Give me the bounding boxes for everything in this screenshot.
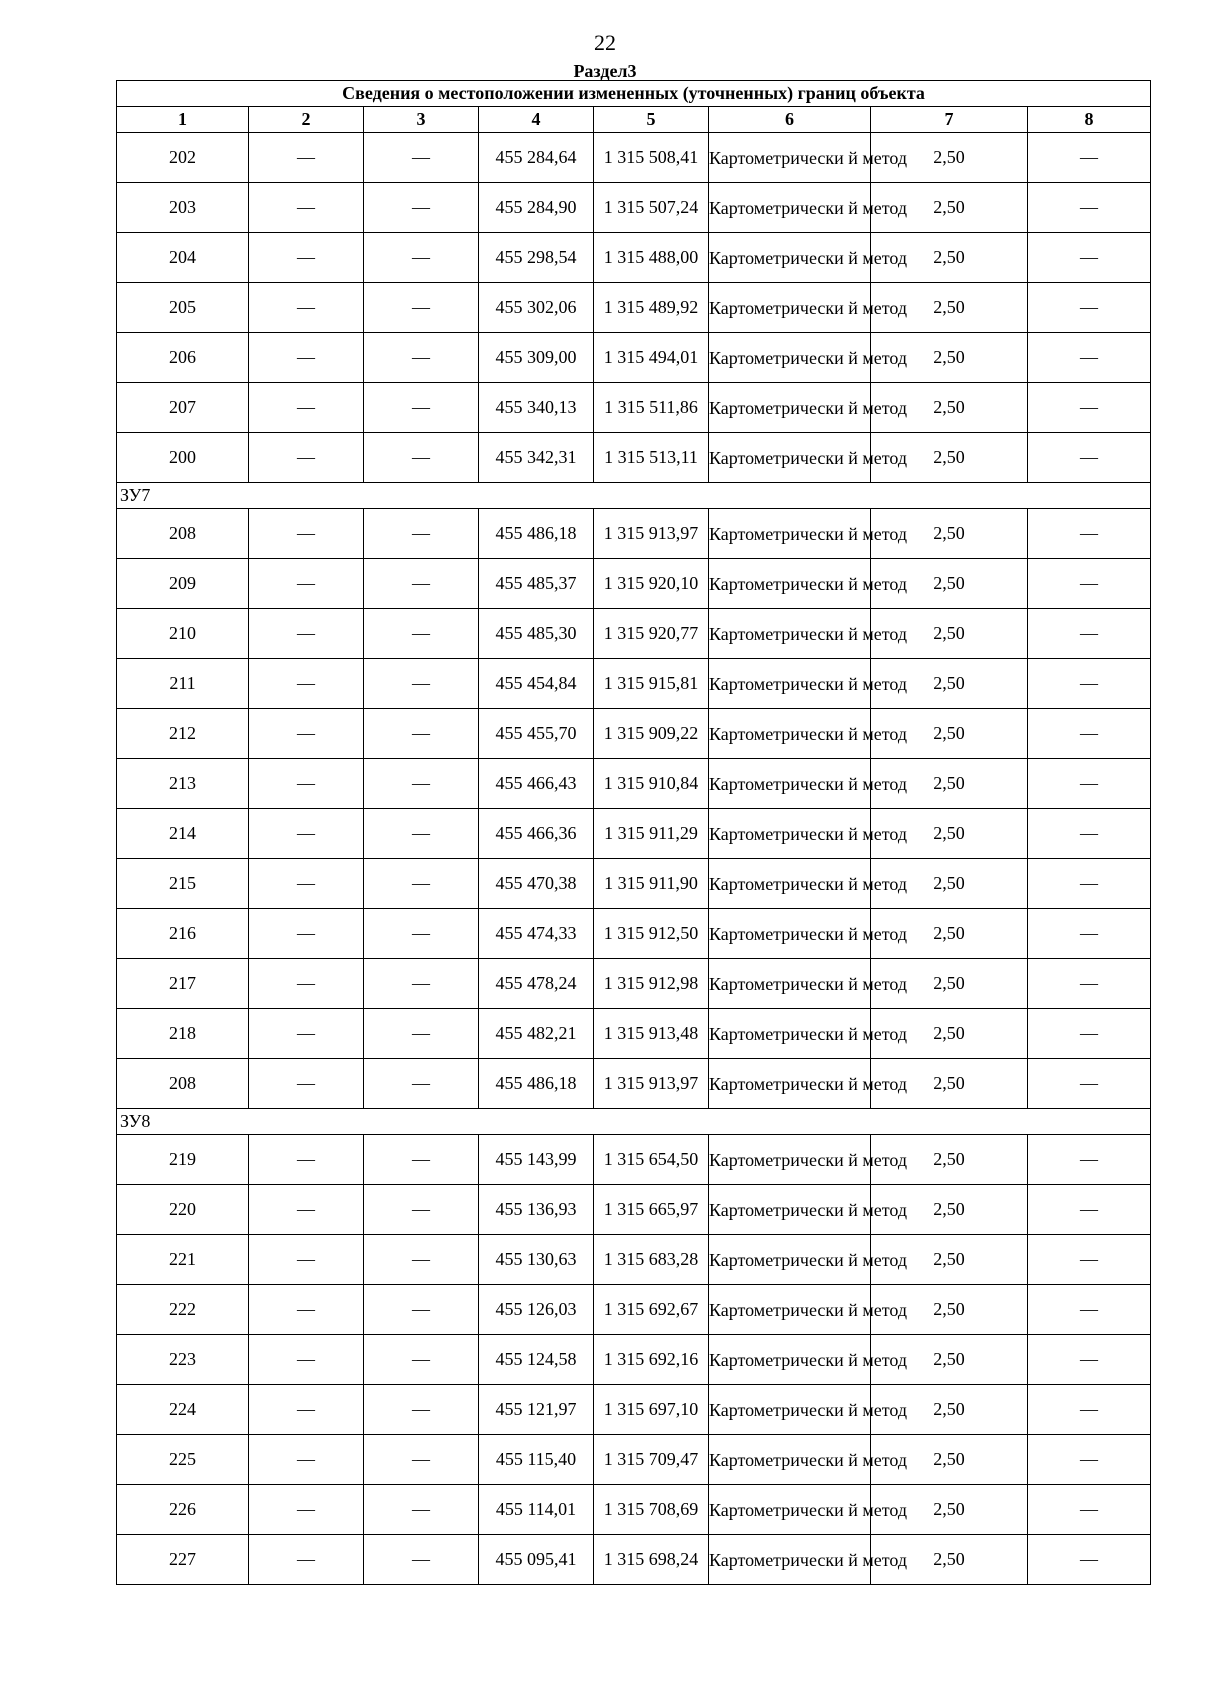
y-coordinate: 1 315 910,84 — [594, 759, 709, 809]
point-number: 219 — [117, 1135, 249, 1185]
y-coordinate: 1 315 511,86 — [594, 383, 709, 433]
accuracy: 2,50 — [871, 759, 1028, 809]
point-number: 221 — [117, 1235, 249, 1285]
col-2-value: — — [249, 333, 364, 383]
col-3-value: — — [364, 383, 479, 433]
column-number: 8 — [1028, 107, 1151, 133]
point-number: 209 — [117, 559, 249, 609]
x-coordinate: 455 342,31 — [479, 433, 594, 483]
table-row — [117, 1185, 1151, 1235]
point-number: 220 — [117, 1185, 249, 1235]
col-3-value: — — [364, 1435, 479, 1485]
table-row — [117, 759, 1151, 809]
method: Картометрически й метод — [709, 283, 871, 333]
col-2-value: — — [249, 509, 364, 559]
accuracy: 2,50 — [871, 1435, 1028, 1485]
x-coordinate: 455 298,54 — [479, 233, 594, 283]
point-number: 214 — [117, 809, 249, 859]
table-caption-row — [117, 81, 1151, 107]
col-3-value: — — [364, 1009, 479, 1059]
column-number-row — [117, 107, 1151, 133]
point-number: 227 — [117, 1535, 249, 1585]
point-number: 218 — [117, 1009, 249, 1059]
method: Картометрически й метод — [709, 183, 871, 233]
col-8-value: — — [1028, 283, 1151, 333]
method: Картометрически й метод — [709, 1009, 871, 1059]
accuracy: 2,50 — [871, 333, 1028, 383]
group-row — [117, 483, 1151, 509]
table-row — [117, 183, 1151, 233]
col-3-value: — — [364, 233, 479, 283]
y-coordinate: 1 315 692,67 — [594, 1285, 709, 1335]
accuracy: 2,50 — [871, 1135, 1028, 1185]
x-coordinate: 455 115,40 — [479, 1435, 594, 1485]
point-number: 207 — [117, 383, 249, 433]
col-8-value: — — [1028, 1009, 1151, 1059]
column-number: 5 — [594, 107, 709, 133]
y-coordinate: 1 315 920,77 — [594, 609, 709, 659]
accuracy: 2,50 — [871, 659, 1028, 709]
accuracy: 2,50 — [871, 559, 1028, 609]
col-3-value: — — [364, 1235, 479, 1285]
point-number: 215 — [117, 859, 249, 909]
col-3-value: — — [364, 809, 479, 859]
col-8-value: — — [1028, 609, 1151, 659]
col-3-value: — — [364, 283, 479, 333]
col-3-value: — — [364, 759, 479, 809]
method: Картометрически й метод — [709, 659, 871, 709]
y-coordinate: 1 315 911,90 — [594, 859, 709, 909]
table-row — [117, 1285, 1151, 1335]
accuracy: 2,50 — [871, 859, 1028, 909]
y-coordinate: 1 315 912,98 — [594, 959, 709, 1009]
col-2-value: — — [249, 759, 364, 809]
col-2-value: — — [249, 1135, 364, 1185]
col-8-value: — — [1028, 183, 1151, 233]
col-8-value: — — [1028, 1235, 1151, 1285]
col-8-value: — — [1028, 1185, 1151, 1235]
table-row — [117, 859, 1151, 909]
y-coordinate: 1 315 709,47 — [594, 1435, 709, 1485]
point-number: 225 — [117, 1435, 249, 1485]
accuracy: 2,50 — [871, 1485, 1028, 1535]
method: Картометрически й метод — [709, 859, 871, 909]
y-coordinate: 1 315 494,01 — [594, 333, 709, 383]
col-2-value: — — [249, 183, 364, 233]
accuracy: 2,50 — [871, 1185, 1028, 1235]
method: Картометрически й метод — [709, 559, 871, 609]
x-coordinate: 455 466,36 — [479, 809, 594, 859]
x-coordinate: 455 466,43 — [479, 759, 594, 809]
col-8-value: — — [1028, 759, 1151, 809]
table-row — [117, 1335, 1151, 1385]
accuracy: 2,50 — [871, 433, 1028, 483]
table-row — [117, 1009, 1151, 1059]
method: Картометрически й метод — [709, 1535, 871, 1585]
method: Картометрически й метод — [709, 959, 871, 1009]
col-3-value: — — [364, 559, 479, 609]
point-number: 216 — [117, 909, 249, 959]
y-coordinate: 1 315 508,41 — [594, 133, 709, 183]
point-number: 212 — [117, 709, 249, 759]
table-row — [117, 383, 1151, 433]
col-8-value: — — [1028, 1059, 1151, 1109]
col-3-value: — — [364, 333, 479, 383]
col-2-value: — — [249, 909, 364, 959]
method: Картометрически й метод — [709, 433, 871, 483]
table-row — [117, 909, 1151, 959]
method: Картометрически й метод — [709, 809, 871, 859]
section-title: Раздел3 — [573, 61, 637, 81]
point-number: 217 — [117, 959, 249, 1009]
col-8-value: — — [1028, 909, 1151, 959]
table-row — [117, 709, 1151, 759]
col-3-value: — — [364, 659, 479, 709]
col-3-value: — — [364, 909, 479, 959]
x-coordinate: 455 124,58 — [479, 1335, 594, 1385]
col-8-value: — — [1028, 1335, 1151, 1385]
method: Картометрически й метод — [709, 1385, 871, 1435]
col-2-value: — — [249, 1235, 364, 1285]
col-2-value: — — [249, 1009, 364, 1059]
x-coordinate: 455 136,93 — [479, 1185, 594, 1235]
point-number: 210 — [117, 609, 249, 659]
y-coordinate: 1 315 513,11 — [594, 433, 709, 483]
column-number: 7 — [871, 107, 1028, 133]
table-row — [117, 283, 1151, 333]
table-row — [117, 1059, 1151, 1109]
method: Картометрически й метод — [709, 1185, 871, 1235]
col-8-value: — — [1028, 333, 1151, 383]
col-8-value: — — [1028, 1485, 1151, 1535]
col-3-value: — — [364, 609, 479, 659]
point-number: 226 — [117, 1485, 249, 1535]
col-2-value: — — [249, 559, 364, 609]
method: Картометрически й метод — [709, 609, 871, 659]
accuracy: 2,50 — [871, 1235, 1028, 1285]
method: Картометрически й метод — [709, 1435, 871, 1485]
table-row — [117, 509, 1151, 559]
point-number: 200 — [117, 433, 249, 483]
x-coordinate: 455 482,21 — [479, 1009, 594, 1059]
x-coordinate: 455 284,90 — [479, 183, 594, 233]
accuracy: 2,50 — [871, 959, 1028, 1009]
x-coordinate: 455 309,00 — [479, 333, 594, 383]
col-8-value: — — [1028, 1285, 1151, 1335]
accuracy: 2,50 — [871, 383, 1028, 433]
group-row — [117, 1109, 1151, 1135]
col-2-value: — — [249, 1185, 364, 1235]
col-8-value: — — [1028, 1435, 1151, 1485]
point-number: 208 — [117, 1059, 249, 1109]
point-number: 208 — [117, 509, 249, 559]
x-coordinate: 455 474,33 — [479, 909, 594, 959]
method: Картометрически й метод — [709, 233, 871, 283]
y-coordinate: 1 315 488,00 — [594, 233, 709, 283]
point-number: 202 — [117, 133, 249, 183]
y-coordinate: 1 315 507,24 — [594, 183, 709, 233]
method: Картометрически й метод — [709, 1285, 871, 1335]
method: Картометрически й метод — [709, 709, 871, 759]
column-number: 6 — [709, 107, 871, 133]
x-coordinate: 455 114,01 — [479, 1485, 594, 1535]
col-8-value: — — [1028, 1135, 1151, 1185]
method: Картометрически й метод — [709, 1485, 871, 1535]
col-8-value: — — [1028, 133, 1151, 183]
col-3-value: — — [364, 1285, 479, 1335]
x-coordinate: 455 126,03 — [479, 1285, 594, 1335]
y-coordinate: 1 315 698,24 — [594, 1535, 709, 1585]
accuracy: 2,50 — [871, 283, 1028, 333]
column-number: 1 — [117, 107, 249, 133]
y-coordinate: 1 315 692,16 — [594, 1335, 709, 1385]
col-2-value: — — [249, 709, 364, 759]
y-coordinate: 1 315 911,29 — [594, 809, 709, 859]
col-3-value: — — [364, 133, 479, 183]
x-coordinate: 455 302,06 — [479, 283, 594, 333]
col-3-value: — — [364, 509, 479, 559]
col-2-value: — — [249, 1535, 364, 1585]
table-caption: Сведения о местоположении измененных (уточненных) границ объекта — [117, 81, 1151, 107]
method: Картометрически й метод — [709, 1059, 871, 1109]
col-3-value: — — [364, 1385, 479, 1435]
method: Картометрически й метод — [709, 383, 871, 433]
col-8-value: — — [1028, 433, 1151, 483]
col-3-value: — — [364, 709, 479, 759]
col-2-value: — — [249, 1485, 364, 1535]
col-2-value: — — [249, 1335, 364, 1385]
table-body — [117, 81, 1151, 1585]
accuracy: 2,50 — [871, 183, 1028, 233]
x-coordinate: 455 095,41 — [479, 1535, 594, 1585]
col-8-value: — — [1028, 659, 1151, 709]
accuracy: 2,50 — [871, 609, 1028, 659]
accuracy: 2,50 — [871, 233, 1028, 283]
x-coordinate: 455 130,63 — [479, 1235, 594, 1285]
col-3-value: — — [364, 959, 479, 1009]
y-coordinate: 1 315 708,69 — [594, 1485, 709, 1535]
col-2-value: — — [249, 659, 364, 709]
accuracy: 2,50 — [871, 1335, 1028, 1385]
y-coordinate: 1 315 665,97 — [594, 1185, 709, 1235]
col-3-value: — — [364, 183, 479, 233]
col-2-value: — — [249, 859, 364, 909]
point-number: 204 — [117, 233, 249, 283]
accuracy: 2,50 — [871, 133, 1028, 183]
accuracy: 2,50 — [871, 1535, 1028, 1585]
table-row — [117, 1135, 1151, 1185]
point-number: 205 — [117, 283, 249, 333]
table-row — [117, 1385, 1151, 1435]
accuracy: 2,50 — [871, 709, 1028, 759]
table-row — [117, 1485, 1151, 1535]
table-row — [117, 1435, 1151, 1485]
table-row — [117, 333, 1151, 383]
method: Картометрически й метод — [709, 509, 871, 559]
x-coordinate: 455 486,18 — [479, 509, 594, 559]
x-coordinate: 455 284,64 — [479, 133, 594, 183]
col-8-value: — — [1028, 383, 1151, 433]
y-coordinate: 1 315 913,48 — [594, 1009, 709, 1059]
group-label: ЗУ7 — [117, 483, 1151, 509]
col-2-value: — — [249, 609, 364, 659]
col-3-value: — — [364, 1185, 479, 1235]
col-2-value: — — [249, 433, 364, 483]
y-coordinate: 1 315 489,92 — [594, 283, 709, 333]
table-row — [117, 559, 1151, 609]
x-coordinate: 455 454,84 — [479, 659, 594, 709]
x-coordinate: 455 143,99 — [479, 1135, 594, 1185]
x-coordinate: 455 121,97 — [479, 1385, 594, 1435]
col-3-value: — — [364, 1485, 479, 1535]
column-number: 3 — [364, 107, 479, 133]
col-3-value: — — [364, 1535, 479, 1585]
accuracy: 2,50 — [871, 909, 1028, 959]
col-2-value: — — [249, 1435, 364, 1485]
column-number: 2 — [249, 107, 364, 133]
col-2-value: — — [249, 959, 364, 1009]
col-2-value: — — [249, 1285, 364, 1335]
point-number: 203 — [117, 183, 249, 233]
y-coordinate: 1 315 697,10 — [594, 1385, 709, 1435]
group-label: ЗУ8 — [117, 1109, 1151, 1135]
accuracy: 2,50 — [871, 1059, 1028, 1109]
col-2-value: — — [249, 1385, 364, 1435]
col-2-value: — — [249, 809, 364, 859]
col-8-value: — — [1028, 709, 1151, 759]
col-2-value: — — [249, 233, 364, 283]
point-number: 206 — [117, 333, 249, 383]
col-2-value: — — [249, 383, 364, 433]
col-2-value: — — [249, 1059, 364, 1109]
method: Картометрически й метод — [709, 909, 871, 959]
table-row — [117, 659, 1151, 709]
col-3-value: — — [364, 433, 479, 483]
page-number: 22 — [594, 30, 616, 55]
col-8-value: — — [1028, 1385, 1151, 1435]
x-coordinate: 455 340,13 — [479, 383, 594, 433]
method: Картометрически й метод — [709, 1135, 871, 1185]
col-2-value: — — [249, 133, 364, 183]
y-coordinate: 1 315 683,28 — [594, 1235, 709, 1285]
point-number: 222 — [117, 1285, 249, 1335]
col-3-value: — — [364, 859, 479, 909]
y-coordinate: 1 315 915,81 — [594, 659, 709, 709]
col-8-value: — — [1028, 1535, 1151, 1585]
x-coordinate: 455 470,38 — [479, 859, 594, 909]
y-coordinate: 1 315 909,22 — [594, 709, 709, 759]
col-8-value: — — [1028, 509, 1151, 559]
col-3-value: — — [364, 1059, 479, 1109]
point-number: 211 — [117, 659, 249, 709]
table-row — [117, 959, 1151, 1009]
x-coordinate: 455 485,30 — [479, 609, 594, 659]
table-row — [117, 1235, 1151, 1285]
point-number: 223 — [117, 1335, 249, 1385]
accuracy: 2,50 — [871, 1009, 1028, 1059]
y-coordinate: 1 315 912,50 — [594, 909, 709, 959]
accuracy: 2,50 — [871, 1285, 1028, 1335]
col-2-value: — — [249, 283, 364, 333]
y-coordinate: 1 315 654,50 — [594, 1135, 709, 1185]
column-number: 4 — [479, 107, 594, 133]
x-coordinate: 455 455,70 — [479, 709, 594, 759]
y-coordinate: 1 315 913,97 — [594, 1059, 709, 1109]
accuracy: 2,50 — [871, 1385, 1028, 1435]
table-row — [117, 1535, 1151, 1585]
boundary-coordinates-table — [116, 80, 1151, 1585]
method: Картометрически й метод — [709, 1235, 871, 1285]
table-row — [117, 133, 1151, 183]
table-row — [117, 233, 1151, 283]
col-3-value: — — [364, 1135, 479, 1185]
method: Картометрически й метод — [709, 333, 871, 383]
col-8-value: — — [1028, 233, 1151, 283]
table-row — [117, 433, 1151, 483]
point-number: 224 — [117, 1385, 249, 1435]
x-coordinate: 455 478,24 — [479, 959, 594, 1009]
y-coordinate: 1 315 913,97 — [594, 509, 709, 559]
col-8-value: — — [1028, 959, 1151, 1009]
x-coordinate: 455 485,37 — [479, 559, 594, 609]
method: Картометрически й метод — [709, 759, 871, 809]
point-number: 213 — [117, 759, 249, 809]
table-row — [117, 809, 1151, 859]
method: Картометрически й метод — [709, 133, 871, 183]
col-8-value: — — [1028, 809, 1151, 859]
col-8-value: — — [1028, 859, 1151, 909]
accuracy: 2,50 — [871, 809, 1028, 859]
method: Картометрически й метод — [709, 1335, 871, 1385]
accuracy: 2,50 — [871, 509, 1028, 559]
y-coordinate: 1 315 920,10 — [594, 559, 709, 609]
col-8-value: — — [1028, 559, 1151, 609]
x-coordinate: 455 486,18 — [479, 1059, 594, 1109]
table-row — [117, 609, 1151, 659]
col-3-value: — — [364, 1335, 479, 1385]
